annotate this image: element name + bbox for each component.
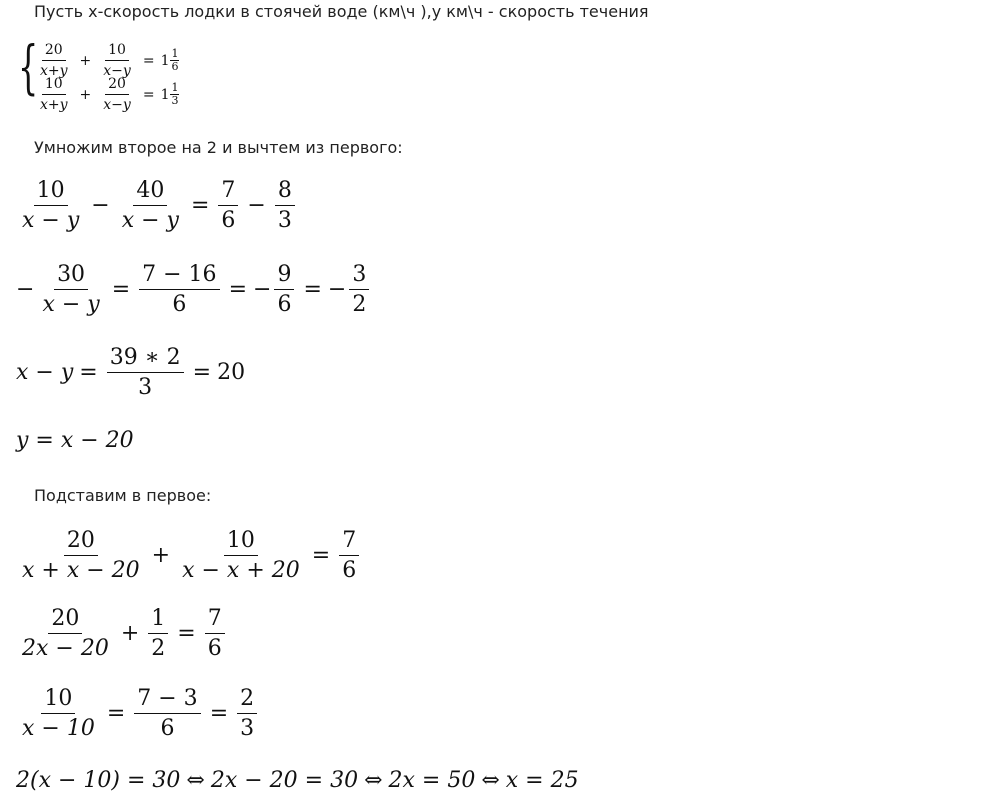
system-eq2: $\frac{10}{x+y}$ + $\frac{20}{x-y}$ = 1 $\frac{1}{3}$ [34, 76, 179, 113]
equation-line-8: 2(x − 10) = 30 ⇔ 2x − 20 = 30 ⇔ 2x = 50 ⇔ x = 25 [16, 768, 579, 793]
step-substitute-text: Подставим в первое: [34, 486, 212, 505]
step-multiply-text: Умножим второе на 2 и вычтем из первого: [34, 138, 403, 157]
equation-line-4: y = x − 20 [16, 428, 134, 453]
equation-line-1: $\frac{10}{x - y}$ − $\frac{40}{x - y}$ = $\frac{7}{6}$ − $\frac{8}{3}$ [16, 178, 298, 234]
equation-line-6: $\frac{20}{2x - 20}$ + $\frac{1}{2}$ = $\frac{7}{6}$ [16, 606, 228, 662]
frac: $\frac{20}{x-y}$ [103, 76, 131, 114]
intro-text: Пусть x-скорость лодки в стоячей воде (км\ч ),y км\ч - скорость течения [34, 2, 649, 21]
equation-line-3: x − y = $\frac{39 ∗ 2}{3}$ = 20 [16, 345, 246, 401]
equation-line-5: $\frac{20}{x + x - 20}$ + $\frac{10}{x - x + 20}$ = $\frac{7}{6}$ [16, 528, 362, 584]
equation-line-2: − $\frac{30}{x - y}$ = $\frac{7 - 16}{6}$ = − $\frac{9}{6}$ = − $\frac{3}{2}$ [16, 262, 372, 318]
equation-line-7: $\frac{10}{x - 10}$ = $\frac{7 - 3}{6}$ = $\frac{2}{3}$ [16, 686, 260, 742]
frac: $\frac{10}{x+y}$ [40, 76, 68, 114]
frac: $\frac{10}{x-y}$ [103, 42, 131, 80]
frac: $\frac{20}{x+y}$ [40, 42, 68, 80]
system-eq1: $\frac{20}{x+y}$ + $\frac{10}{x-y}$ = 1 $\frac{1}{6}$ [34, 42, 179, 79]
system-brace: { [18, 33, 39, 101]
